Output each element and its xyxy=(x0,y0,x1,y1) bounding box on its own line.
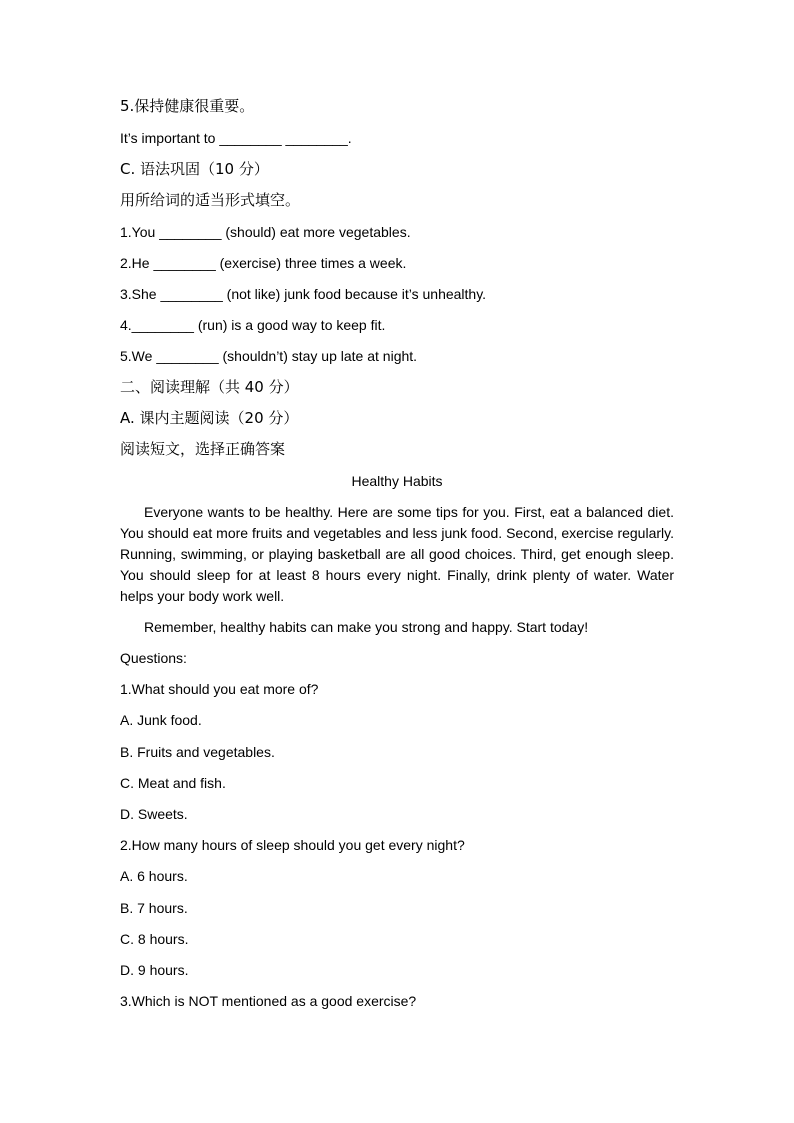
passage-paragraph: Everyone wants to be healthy. Here are some tips for you. First, eat a balanced diet. You should eat more fruits and vegetables and less junk food. Second, exercise regularly. Running, swimming, or playing basketball are all good choices. Third, get enough sleep. You should sleep for at least 8 hours every night. Finally, drink plenty of water. Water helps your body work well. xyxy=(120,504,674,604)
answer-option: B. Fruits and vegetables. xyxy=(120,744,275,760)
question-text: 2.How many hours of sleep should you get every night? xyxy=(120,837,465,853)
item-5-chinese: 5.保持健康很重要。 xyxy=(120,97,255,115)
item-5-sentence: It’s important to ________ ________. xyxy=(120,130,352,146)
passage-title: Healthy Habits xyxy=(351,473,443,489)
grammar-item: 1.You ________ (should) eat more vegetables. xyxy=(120,224,411,240)
reading-subheading: A. 课内主题阅读（20 分） xyxy=(120,409,299,427)
grammar-item: 5.We ________ (shouldn’t) stay up late at night. xyxy=(120,348,418,364)
answer-option: C. 8 hours. xyxy=(120,931,189,947)
grammar-heading: C. 语法巩固（10 分） xyxy=(120,160,269,178)
question-text: 3.Which is NOT mentioned as a good exercise? xyxy=(120,993,417,1009)
answer-option: A. 6 hours. xyxy=(120,868,188,884)
answer-option: A. Junk food. xyxy=(120,712,202,728)
passage-paragraph: Remember, healthy habits can make you strong and happy. Start today! xyxy=(144,619,589,635)
answer-option: D. 9 hours. xyxy=(120,962,189,978)
grammar-item: 3.She ________ (not like) junk food because it’s unhealthy. xyxy=(120,286,487,302)
reading-instruction: 阅读短文，选择正确答案 xyxy=(120,440,286,458)
grammar-item: 2.He ________ (exercise) three times a week. xyxy=(120,255,407,271)
question-text: 1.What should you eat more of? xyxy=(120,681,319,697)
reading-heading: 二、阅读理解（共 40 分） xyxy=(120,378,299,396)
grammar-item: 4.________ (run) is a good way to keep fit. xyxy=(120,317,386,333)
grammar-instruction: 用所给词的适当形式填空。 xyxy=(120,191,301,209)
answer-option: B. 7 hours. xyxy=(120,900,188,916)
questions-label: Questions: xyxy=(120,650,187,666)
answer-option: D. Sweets. xyxy=(120,806,188,822)
answer-option: C. Meat and fish. xyxy=(120,775,226,791)
